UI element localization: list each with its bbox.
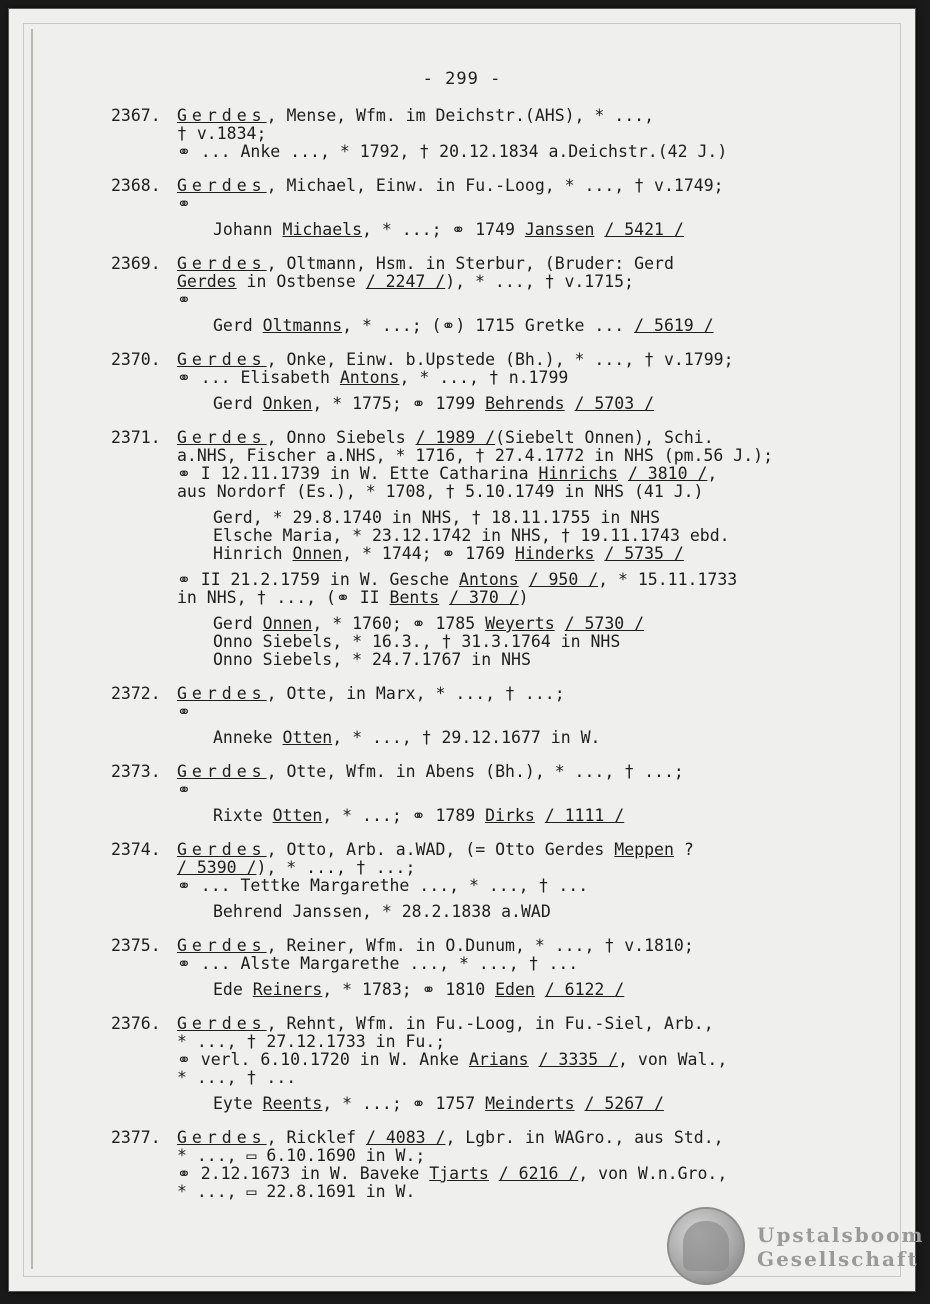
entry-text: ?	[673, 840, 694, 859]
entry-number: 2377.	[111, 1128, 161, 1147]
entry-body	[177, 255, 915, 335]
entry-text: , Otte, Wfm. in Abens (Bh.), * ..., † ...;	[266, 762, 684, 781]
entry-text: ⚭ ... Elisabeth	[177, 368, 340, 387]
page-number: - 299 -	[422, 69, 502, 89]
entry-text	[489, 1164, 499, 1183]
entry-number: 2369.	[111, 254, 161, 273]
entry-number: 2374.	[111, 840, 161, 859]
entry-line	[177, 1183, 915, 1201]
entry-line	[177, 527, 915, 545]
entry-line	[177, 1165, 915, 1183]
entry-text: , Onke, Einw. b.Upstede (Bh.), * ..., † v.1799;	[266, 350, 734, 369]
entry	[9, 255, 915, 335]
seal-icon	[667, 1207, 745, 1285]
entry-text: Gerd	[213, 316, 263, 335]
entry-body	[177, 1129, 915, 1201]
surname: Gerdes	[177, 684, 267, 703]
entry-text: ⚭	[177, 780, 191, 799]
upstalsboom-logo	[659, 1205, 925, 1291]
entry-line	[177, 1015, 915, 1033]
entry-body	[177, 685, 915, 747]
entry-line	[177, 1095, 915, 1113]
underlined-name: Otten	[282, 728, 333, 747]
entry-text: , Ricklef	[266, 1128, 366, 1147]
surname: Gerdes	[177, 176, 267, 195]
cross-reference: / 5735 /	[604, 544, 684, 563]
entry-text	[555, 614, 565, 633]
entry-text: , * ..., † 29.12.1677 in W.	[332, 728, 601, 747]
entry-line	[177, 763, 915, 781]
entry-text: (Siebelt Onnen), Schi.	[495, 428, 714, 447]
underlined-name: Arians	[468, 1050, 529, 1069]
surname: Gerdes	[177, 350, 267, 369]
entry-body	[177, 429, 915, 669]
entry-text: , von W.n.Gro.,	[578, 1164, 728, 1183]
entry-line	[177, 273, 915, 291]
entry-line	[177, 1129, 915, 1147]
entry-text: Gerd	[213, 394, 263, 413]
entry-text: ,	[707, 464, 718, 483]
underlined-name: Hinderks	[514, 544, 595, 563]
underlined-name: Reents	[262, 1094, 323, 1113]
cross-reference: / 1989 /	[415, 428, 496, 447]
surname: Gerdes	[177, 1014, 267, 1033]
entry-line	[177, 143, 915, 161]
underlined-name: Antons	[459, 570, 519, 589]
entry-text: in Ostbense	[236, 272, 366, 291]
entry-text: , Mense, Wfm. im Deichstr.(AHS), * ...,	[266, 106, 655, 125]
entry-line	[177, 807, 915, 825]
cross-reference: / 1111 /	[544, 806, 625, 825]
entry-number: 2370.	[111, 350, 161, 369]
entry-line	[177, 1051, 915, 1069]
underlined-name: Weyerts	[485, 614, 555, 633]
entry-line	[177, 703, 915, 721]
entry-text: Hinrich	[213, 544, 293, 563]
entry-text: † v.1834;	[177, 124, 267, 143]
entry-line	[177, 1147, 915, 1165]
entry-text: Onno Siebels, * 16.3., † 31.3.1764 in NHS	[213, 632, 621, 651]
surname: Gerdes	[177, 936, 267, 955]
entry-text	[535, 980, 545, 999]
entry-text: * ..., † 27.12.1733 in Fu.;	[177, 1032, 446, 1051]
entry-text: , Otte, in Marx, * ..., † ...;	[266, 684, 565, 703]
entry-line	[177, 369, 915, 387]
entry-text: ⚭ I 12.11.1739 in W. Ette Catharina	[177, 464, 539, 483]
entry-text: , Lgbr. in WAGro., aus Std.,	[445, 1128, 724, 1147]
cross-reference: / 5390 /	[177, 858, 257, 877]
entry-line	[177, 877, 915, 895]
entry-text: , Michael, Einw. in Fu.-Loog, * ..., † v.1749;	[266, 176, 724, 195]
surname: Gerdes	[177, 762, 267, 781]
cross-reference: / 3335 /	[538, 1050, 619, 1069]
entry-text: , * ...; ⚭ 1749	[362, 220, 525, 239]
entry-text	[594, 544, 604, 563]
entry-text: , Onno Siebels	[266, 428, 416, 447]
entry	[9, 107, 915, 161]
surname: Gerdes	[177, 1128, 267, 1147]
entry-line	[177, 729, 915, 747]
entry-text: , * 1775; ⚭ 1799	[312, 394, 486, 413]
entry-body	[177, 351, 915, 413]
entry	[9, 351, 915, 413]
entry-text: , * ..., † n.1799	[399, 368, 569, 387]
entry-number: 2373.	[111, 762, 161, 781]
entry-text: , von Wal.,	[618, 1050, 728, 1069]
surname: Gerdes	[177, 254, 267, 273]
entry-text	[594, 220, 604, 239]
entry-text: ⚭	[177, 702, 191, 721]
underlined-name: Bents	[389, 588, 440, 607]
cross-reference: / 5421 /	[604, 220, 684, 239]
document-page	[8, 8, 925, 1292]
entry-text: Gerd, * 29.8.1740 in NHS, † 18.11.1755 in NHS	[213, 508, 661, 527]
entry-text: Elsche Maria, * 23.12.1742 in NHS, † 19.11.1743 ebd.	[213, 526, 730, 545]
entry-text: ⚭ ... Anke ..., * 1792, † 20.12.1834 a.Deichstr.(42 J.)	[177, 142, 728, 161]
entry	[9, 1129, 915, 1201]
cross-reference: / 950 /	[528, 570, 599, 589]
surname: Gerdes	[177, 106, 267, 125]
entry-text: ⚭ 2.12.1673 in W. Baveke	[177, 1164, 430, 1183]
entry-text: , * ...; ⚭ 1789	[322, 806, 486, 825]
entry	[9, 763, 915, 825]
entry-line	[177, 509, 915, 527]
entry	[9, 841, 915, 921]
cross-reference: / 6216 /	[498, 1164, 579, 1183]
entry-text: in NHS, † ..., (⚭ II	[177, 588, 390, 607]
entry-text: Rixte	[213, 806, 273, 825]
entry-line	[177, 429, 915, 447]
genealogy-entries	[9, 107, 915, 1217]
entry-text	[439, 588, 449, 607]
underlined-name: Otten	[272, 806, 323, 825]
entry-line	[177, 589, 915, 607]
entry-line	[177, 1069, 915, 1087]
entry-text: a.NHS, Fischer a.NHS, * 1716, † 27.4.1772 in NHS (pm.56 J.);	[177, 446, 774, 465]
underlined-name: Meppen	[614, 840, 674, 859]
underlined-name: Onken	[262, 394, 313, 413]
entry-line	[177, 395, 915, 413]
entry-text: ⚭ ... Alste Margarethe ..., * ..., † ...	[177, 954, 579, 973]
surname: Gerdes	[177, 840, 267, 859]
underlined-name: Tjarts	[429, 1164, 489, 1183]
cross-reference: / 3810 /	[627, 464, 708, 483]
underlined-name: Onnen	[262, 614, 313, 633]
entry-body	[177, 177, 915, 239]
entry-text: , * ...; (⚭) 1715 Gretke ...	[342, 316, 635, 335]
entry-number: 2376.	[111, 1014, 161, 1033]
underlined-name: Meinderts	[485, 1094, 575, 1113]
entry-text: , Otto, Arb. a.WAD, (= Otto Gerdes	[266, 840, 615, 859]
entry-line	[177, 841, 915, 859]
entry-text: Onno Siebels, * 24.7.1767 in NHS	[213, 650, 531, 669]
entry-line	[177, 781, 915, 799]
entry-text: , Rehnt, Wfm. in Fu.-Loog, in Fu.-Siel, Arb.,	[266, 1014, 714, 1033]
underlined-name: Onnen	[292, 544, 343, 563]
entry-text: Behrend Janssen, * 28.2.1838 a.WAD	[213, 902, 551, 921]
underlined-name: Hinrichs	[538, 464, 618, 483]
entry	[9, 937, 915, 999]
entry-line	[177, 465, 915, 483]
entry-line	[177, 651, 915, 669]
entry-line	[177, 615, 915, 633]
entry-text	[519, 570, 529, 589]
entry-text: * ..., ▭ 22.8.1691 in W.	[177, 1182, 416, 1201]
entry	[9, 1015, 915, 1113]
entry-line	[177, 177, 915, 195]
underlined-name: Michaels	[282, 220, 363, 239]
underlined-name: Oltmanns	[262, 316, 343, 335]
logo-line-1: Upstalsboom	[757, 1223, 925, 1247]
entry-text	[529, 1050, 539, 1069]
entry-text: , * 15.11.1733	[598, 570, 738, 589]
entry-text: , * 1783; ⚭ 1810	[322, 980, 496, 999]
logo-line-2: Gesellschaft	[757, 1247, 919, 1271]
entry-line	[177, 195, 915, 213]
entry-line	[177, 981, 915, 999]
cross-reference: / 5730 /	[564, 614, 645, 633]
entry-line	[177, 903, 915, 921]
entry-line	[177, 221, 915, 239]
entry-text: * ..., † ...	[177, 1068, 297, 1087]
entry-line	[177, 685, 915, 703]
underlined-name: Gerdes	[177, 272, 237, 291]
entry-text: , * 1760; ⚭ 1785	[312, 614, 486, 633]
entry-text	[575, 1094, 585, 1113]
entry-text: ⚭	[177, 290, 191, 309]
entry-text	[565, 394, 575, 413]
entry-text: ⚭ II 21.2.1759 in W. Gesche	[177, 570, 460, 589]
cross-reference: / 5703 /	[574, 394, 655, 413]
surname: Gerdes	[177, 428, 267, 447]
entry	[9, 685, 915, 747]
cross-reference: / 6122 /	[544, 980, 625, 999]
entry-body	[177, 937, 915, 999]
entry-line	[177, 107, 915, 125]
entry-text: Gerd	[213, 614, 263, 633]
entry-line	[177, 125, 915, 143]
entry-line	[177, 571, 915, 589]
entry-line	[177, 955, 915, 973]
entry-text: ), * ..., † ...;	[256, 858, 416, 877]
underlined-name: Antons	[339, 368, 400, 387]
entry-text: ⚭ ... Tettke Margarethe ..., * ..., † ...	[177, 876, 589, 895]
entry-line	[177, 633, 915, 651]
entry-number: 2372.	[111, 684, 161, 703]
entry-text: aus Nordorf (Es.), * 1708, † 5.10.1749 in NHS (41 J.)	[177, 482, 704, 501]
entry-line	[177, 483, 915, 501]
entry-text: * ..., ▭ 6.10.1690 in W.;	[177, 1146, 426, 1165]
entry-number: 2371.	[111, 428, 161, 447]
entry	[9, 177, 915, 239]
entry-body	[177, 841, 915, 921]
entry-text: , Reiner, Wfm. in O.Dunum, * ..., † v.1810;	[266, 936, 694, 955]
entry-text: Eyte	[213, 1094, 263, 1113]
underlined-name: Janssen	[524, 220, 595, 239]
entry-line	[177, 255, 915, 273]
cross-reference: / 5267 /	[584, 1094, 664, 1113]
entry-number: 2367.	[111, 106, 161, 125]
cross-reference: / 5619 /	[634, 316, 714, 335]
entry-text	[535, 806, 545, 825]
entry-text: Johann	[213, 220, 283, 239]
entry-text: , Oltmann, Hsm. in Sterbur, (Bruder: Gerd	[266, 254, 674, 273]
entry-body	[177, 763, 915, 825]
entry-line	[177, 937, 915, 955]
underlined-name: Dirks	[485, 806, 535, 825]
entry-text: )	[518, 588, 529, 607]
entry-text: ), * ..., † v.1715;	[445, 272, 634, 291]
entry-text: ⚭	[177, 194, 191, 213]
entry-line	[177, 545, 915, 563]
entry-line	[177, 351, 915, 369]
entry-text: , * 1744; ⚭ 1769	[342, 544, 515, 563]
underlined-name: Eden	[495, 980, 535, 999]
entry-text: , * ...; ⚭ 1757	[322, 1094, 486, 1113]
entry-line	[177, 859, 915, 877]
entry-text: Ede	[213, 980, 253, 999]
cross-reference: / 370 /	[449, 588, 519, 607]
entry-number: 2375.	[111, 936, 161, 955]
entry-text: ⚭ verl. 6.10.1720 in W. Anke	[177, 1050, 469, 1069]
entry-line	[177, 291, 915, 309]
entry-body	[177, 1015, 915, 1113]
cross-reference: / 4083 /	[365, 1128, 446, 1147]
entry	[9, 429, 915, 669]
underlined-name: Behrends	[485, 394, 565, 413]
underlined-name: Reiners	[252, 980, 323, 999]
entry-number: 2368.	[111, 176, 161, 195]
entry-body	[177, 107, 915, 161]
entry-line	[177, 317, 915, 335]
entry-text	[618, 464, 628, 483]
entry-line	[177, 1033, 915, 1051]
cross-reference: / 2247 /	[365, 272, 446, 291]
entry-text: Anneke	[213, 728, 283, 747]
entry-line	[177, 447, 915, 465]
